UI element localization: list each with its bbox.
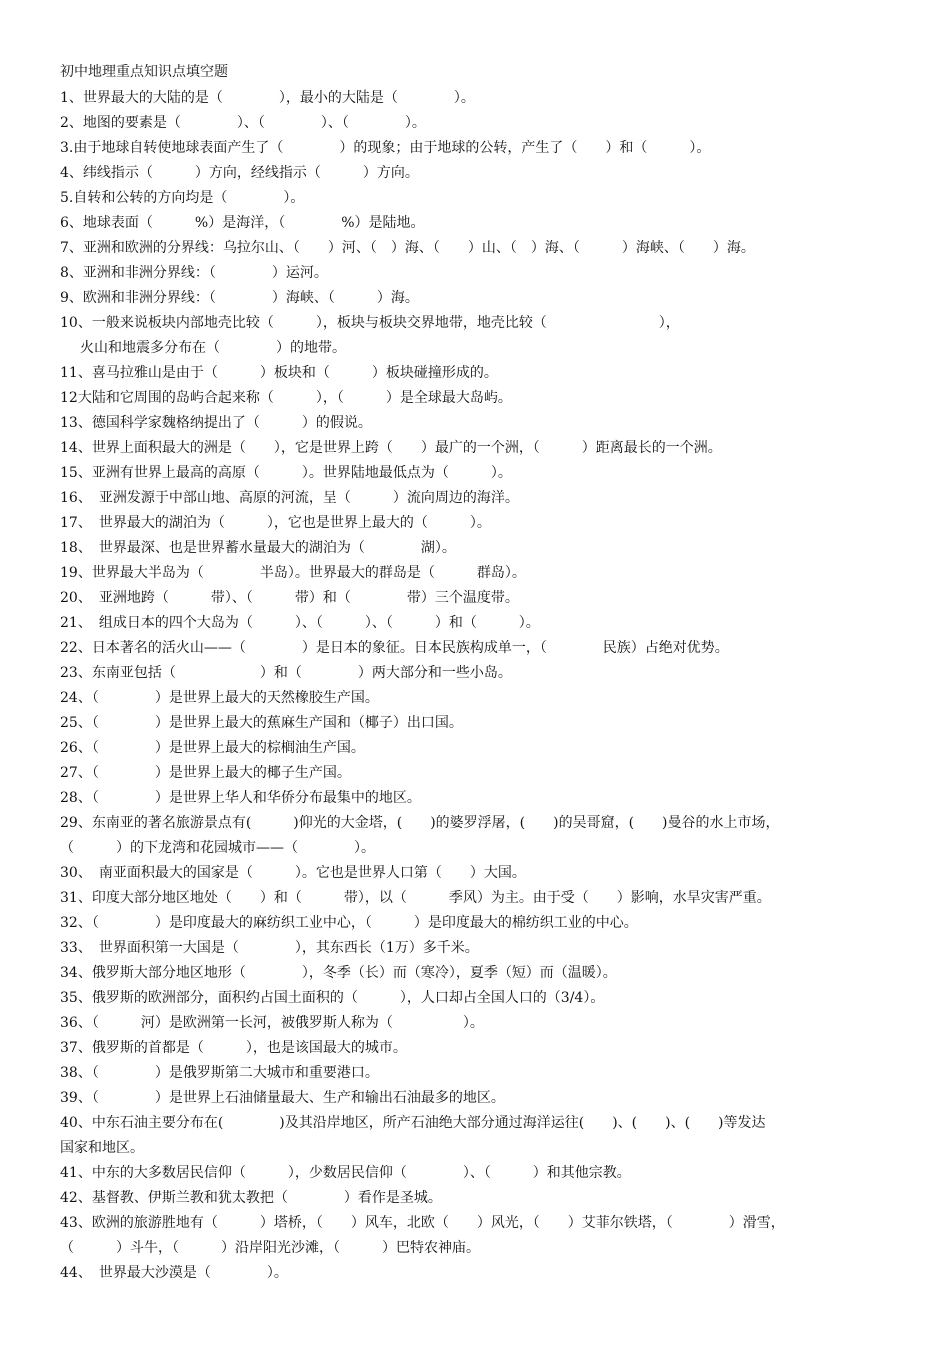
- question-line: 7、亚洲和欧洲的分界线：乌拉尔山、（ ）河、（ ）海、（ ）山、（ ）海、（ ）海峡、（ ）海。: [60, 240, 755, 256]
- question-line: 23、东南亚包括（ ）和（ ）两大部分和一些小岛。: [60, 665, 512, 681]
- question-line: 28、（ ）是世界上华人和华侨分布最集中的地区。: [60, 790, 421, 806]
- question-line: 5.自转和公转的方向均是（ ）。: [60, 190, 305, 206]
- question-line: 32、（ ）是印度最大的麻纺织工业中心，（ ）是印度最大的棉纺织工业的中心。: [60, 915, 638, 931]
- document-title: 初中地理重点知识点填空题: [60, 64, 228, 80]
- question-line: （ ）的下龙湾和花园城市——（ ）。: [60, 840, 375, 856]
- question-line: 22、日本著名的活火山——（ ）是日本的象征。日本民族构成单一，（ 民族）占绝对优势。: [60, 640, 729, 656]
- question-line: 16、 亚洲发源于中部山地、高原的河流，呈（ ）流向周边的海洋。: [60, 490, 519, 506]
- question-line: 3.由于地球自转使地球表面产生了（ ）的现象；由于地球的公转，产生了（ ）和（ ）。: [60, 140, 711, 156]
- question-line: 12大陆和它周围的岛屿合起来称（ ），（ ）是全球最大岛屿。: [60, 390, 512, 406]
- question-line: 38、（ ）是俄罗斯第二大城市和重要港口。: [60, 1065, 379, 1081]
- question-line: 33、 世界面积第一大国是（ ），其东西长（1万）多千米。: [60, 940, 479, 956]
- question-line: 4、纬线指示（ ）方向，经线指示（ ）方向。: [60, 165, 419, 181]
- question-line: 13、德国科学家魏格纳提出了（ ）的假说。: [60, 415, 372, 431]
- question-line: 2、地图的要素是（ ）、（ ）、（ ）。: [60, 115, 426, 131]
- question-line: 14、世界上面积最大的洲是（ ），它是世界上跨（ ）最广的一个洲，（ ）距离最长的一个洲。: [60, 440, 722, 456]
- question-line: 43、欧洲的旅游胜地有（ ）塔桥，（ ）风车，北欧（ ）风光，（ ）艾菲尔铁塔，（ ）滑雪，: [60, 1215, 785, 1231]
- question-line: 35、俄罗斯的欧洲部分，面积约占国土面积的（ ），人口却占全国人口的（3/4）。: [60, 990, 605, 1006]
- question-line: 21、 组成日本的四个大岛为（ ）、（ ）、（ ）和（ ）。: [60, 615, 540, 631]
- question-line: 19、世界最大半岛为（ 半岛）。世界最大的群岛是（ 群岛）。: [60, 565, 526, 581]
- question-line: 火山和地震多分布在（ ）的地带。: [80, 340, 346, 356]
- question-line: 6、地球表面（ %）是海洋，（ %）是陆地。: [60, 215, 425, 231]
- question-line: 15、亚洲有世界上最高的高原（ ）。世界陆地最低点为（ ）。: [60, 465, 512, 481]
- question-line: （ ）斗牛，（ ）沿岸阳光沙滩，（ ）巴特农神庙。: [60, 1240, 480, 1256]
- question-line: 40、中东石油主要分布在( )及其沿岸地区，所产石油绝大部分通过海洋运往( )、( )、( )等发达: [60, 1115, 766, 1131]
- question-line: 27、（ ）是世界上最大的椰子生产国。: [60, 765, 351, 781]
- question-line: 17、 世界最大的湖泊为（ ），它也是世界上最大的（ ）。: [60, 515, 491, 531]
- question-line: 44、 世界最大沙漠是（ ）。: [60, 1265, 288, 1281]
- question-line: 37、俄罗斯的首都是（ ），也是该国最大的城市。: [60, 1040, 407, 1056]
- question-line: 11、喜马拉雅山是由于（ ）板块和（ ）板块碰撞形成的。: [60, 365, 498, 381]
- question-line: 18、 世界最深、也是世界蓄水量最大的湖泊为（ 湖）。: [60, 540, 456, 556]
- question-line: 34、俄罗斯大部分地区地形（ ），冬季（长）而（寒冷），夏季（短）而（温暖）。: [60, 965, 617, 981]
- question-line: 41、中东的大多数居民信仰（ ），少数居民信仰（ ）、（ ）和其他宗教。: [60, 1165, 631, 1181]
- question-line: 39、（ ）是世界上石油储量最大、生产和输出石油最多的地区。: [60, 1090, 505, 1106]
- question-line: 国家和地区。: [60, 1140, 144, 1156]
- question-line: 1、世界最大的大陆的是（ ），最小的大陆是（ ）。: [60, 90, 475, 106]
- question-line: 9、欧洲和非洲分界线：（ ）海峡、（ ）海。: [60, 290, 419, 306]
- question-line: 8、亚洲和非洲分界线：（ ）运河。: [60, 265, 328, 281]
- question-line: 24、（ ）是世界上最大的天然橡胶生产国。: [60, 690, 379, 706]
- question-line: 25、（ ）是世界上最大的蕉麻生产国和（椰子）出口国。: [60, 715, 463, 731]
- question-line: 31、印度大部分地区地处（ ）和（ 带），以（ 季风）为主。由于受（ ）影响，水旱灾害严重。: [60, 890, 771, 906]
- question-list: [60, 86, 920, 1286]
- question-line: 30、 南亚面积最大的国家是（ ）。它也是世界人口第（ ）大国。: [60, 865, 526, 881]
- question-line: 36、（ 河）是欧洲第一长河，被俄罗斯人称为（ ）。: [60, 1015, 484, 1031]
- question-line: 29、东南亚的著名旅游景点有( )仰光的大金塔，( )的婆罗浮屠，( )的吴哥窟，( )曼谷的水上市场，: [60, 815, 780, 831]
- question-line: 42、基督教、伊斯兰教和犹太教把（ ）看作是圣城。: [60, 1190, 442, 1206]
- question-line: 10、一般来说板块内部地壳比较（ ），板块与板块交界地带，地壳比较（ ），: [60, 315, 680, 331]
- question-line: 26、（ ）是世界上最大的棕榈油生产国。: [60, 740, 365, 756]
- question-line: 20、 亚洲地跨（ 带）、（ 带）和（ 带）三个温度带。: [60, 590, 519, 606]
